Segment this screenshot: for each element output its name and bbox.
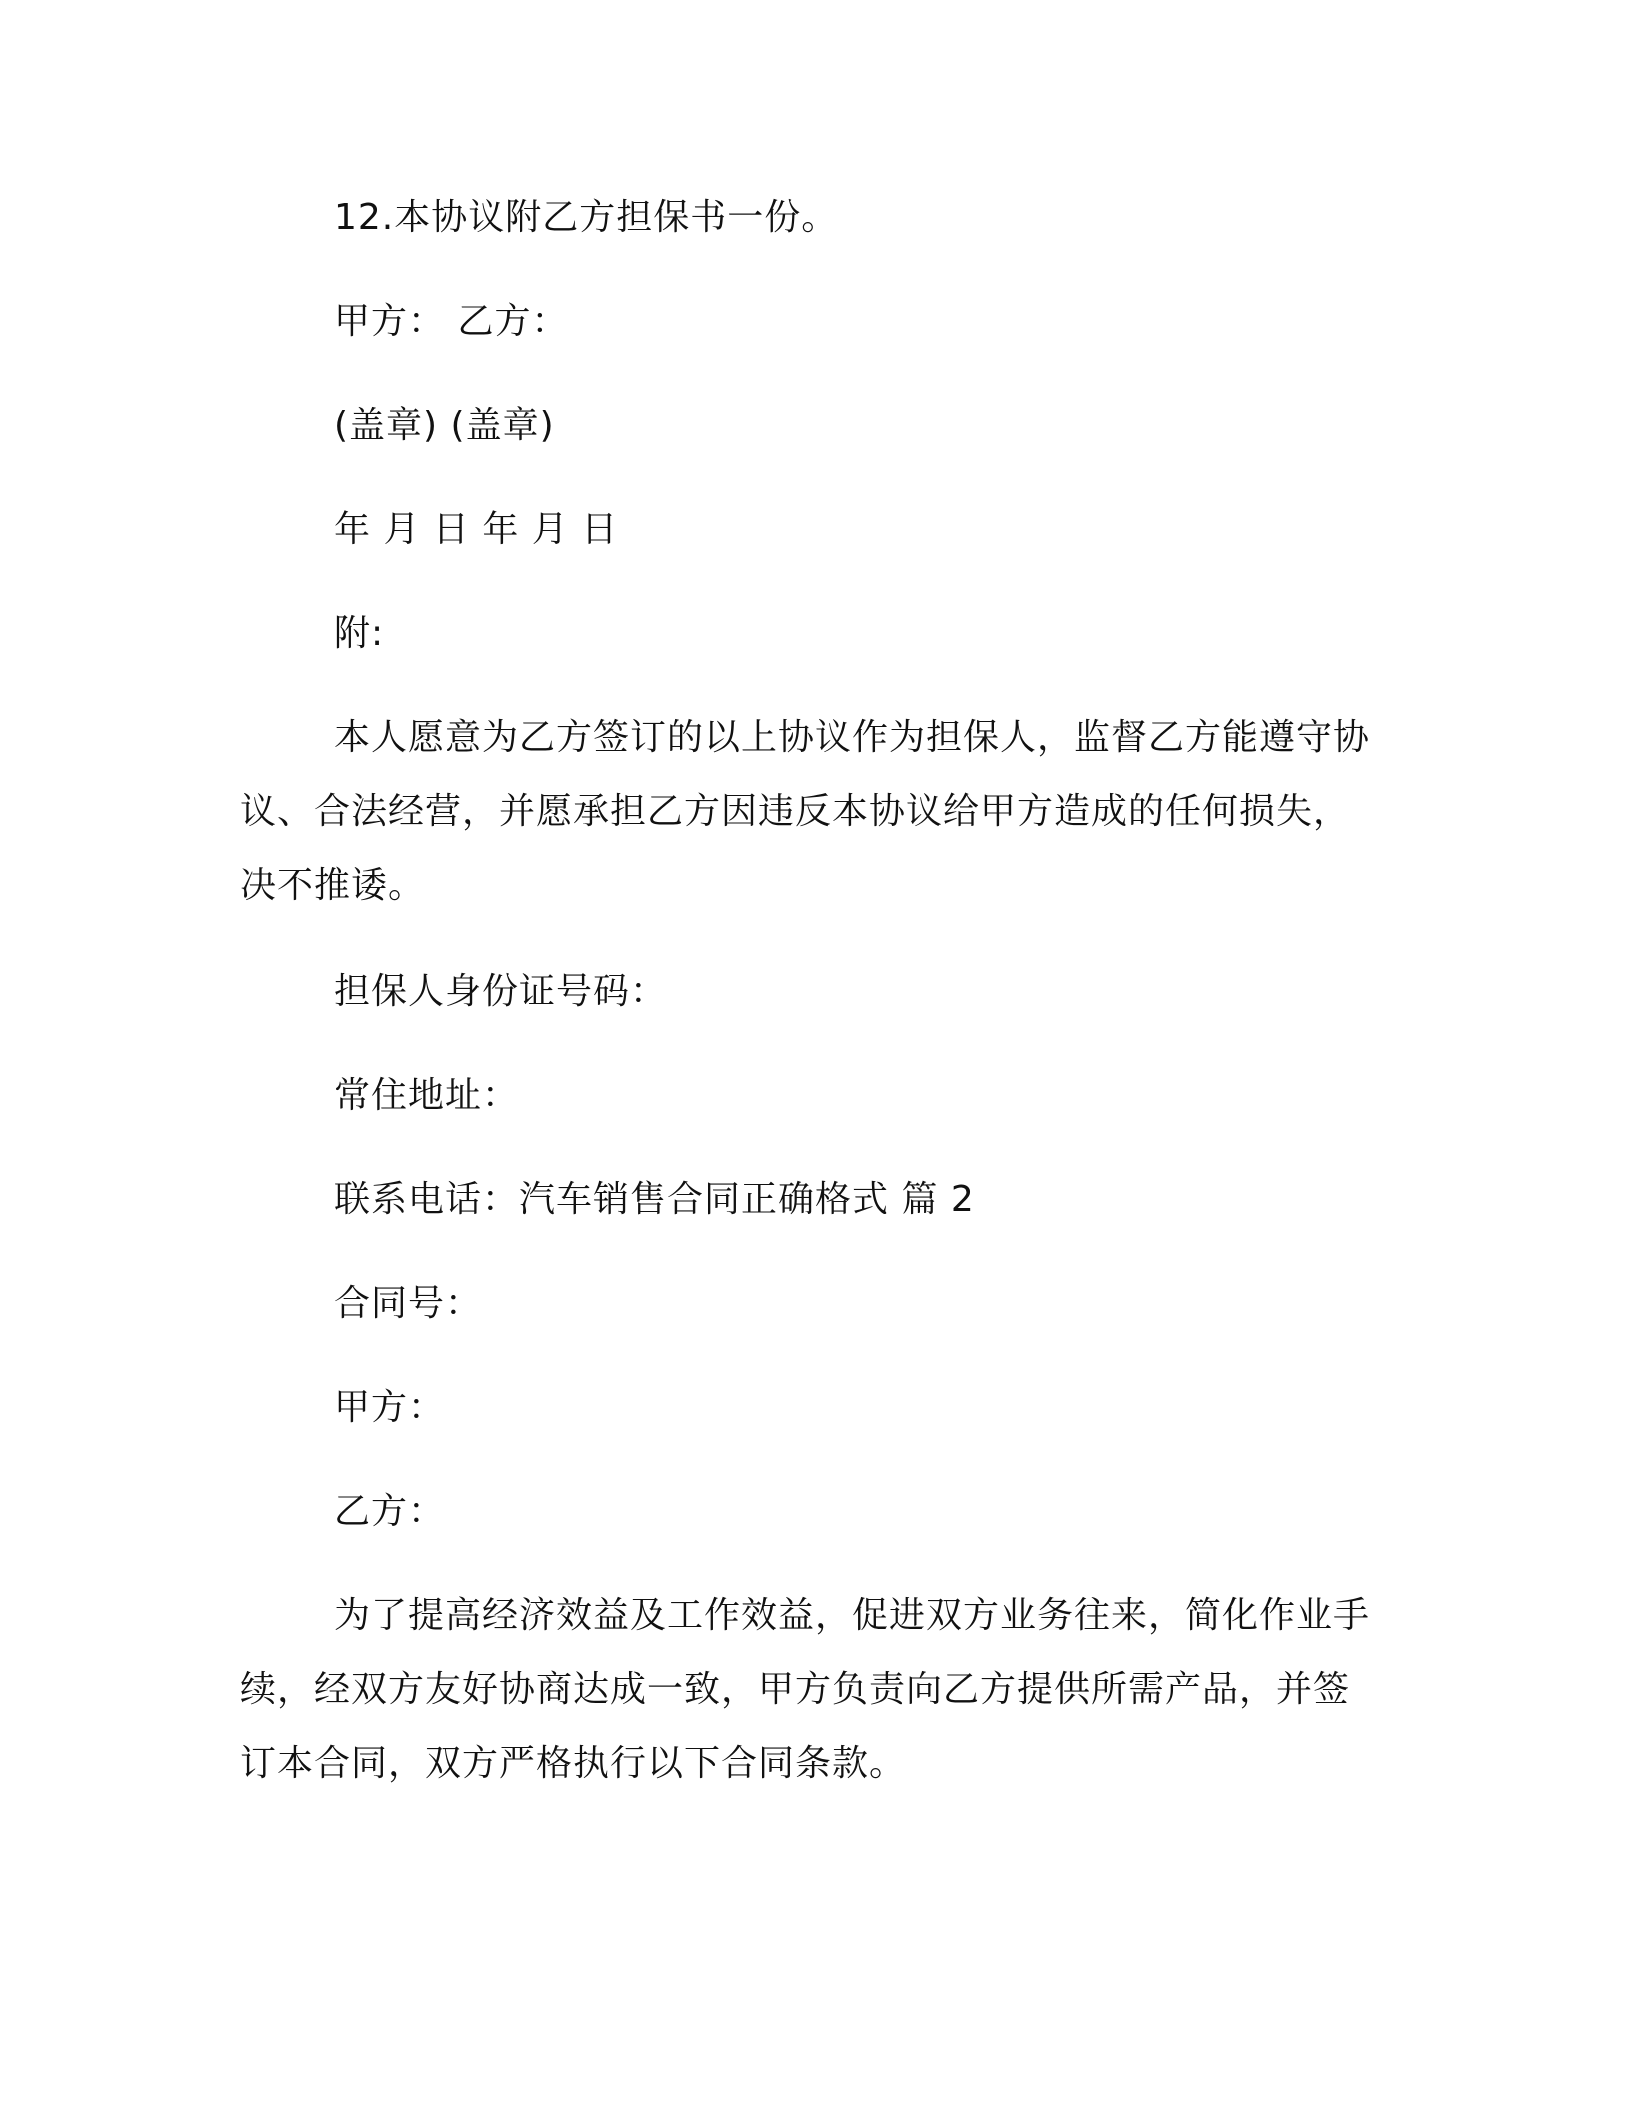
address-label: 常住地址： xyxy=(334,1075,520,1116)
clause-12: 12.本协议附乙方担保书一份。 xyxy=(334,197,839,238)
guarantee-paragraph-line-3: 决不推诿。 xyxy=(240,865,426,906)
parties-label: 甲方： 乙方： xyxy=(334,301,569,342)
party-a-label: 甲方： xyxy=(334,1387,446,1428)
guarantor-id-label: 担保人身份证号码： xyxy=(334,971,668,1012)
attachment-label: 附: xyxy=(334,613,385,654)
guarantee-paragraph-line-1: 本人愿意为乙方签订的以上协议作为担保人，监督乙方能遵守协 xyxy=(334,717,1371,758)
contract-intro-line-2: 续，经双方友好协商达成一致，甲方负责向乙方提供所需产品，并签 xyxy=(240,1669,1351,1710)
phone-and-section-title: 联系电话：汽车销售合同正确格式 篇 2 xyxy=(334,1179,975,1220)
contract-intro-line-1: 为了提高经济效益及工作效益，促进双方业务往来，简化作业手 xyxy=(334,1595,1371,1636)
seal-label: (盖章) (盖章) xyxy=(334,405,555,446)
date-label: 年 月 日 年 月 日 xyxy=(334,509,619,550)
guarantee-paragraph-line-2: 议、合法经营，并愿承担乙方因违反本协议给甲方造成的任何损失， xyxy=(240,791,1351,832)
contract-intro-line-3: 订本合同，双方严格执行以下合同条款。 xyxy=(240,1743,907,1784)
party-b-label: 乙方： xyxy=(334,1491,446,1532)
contract-number-label: 合同号： xyxy=(334,1283,483,1324)
